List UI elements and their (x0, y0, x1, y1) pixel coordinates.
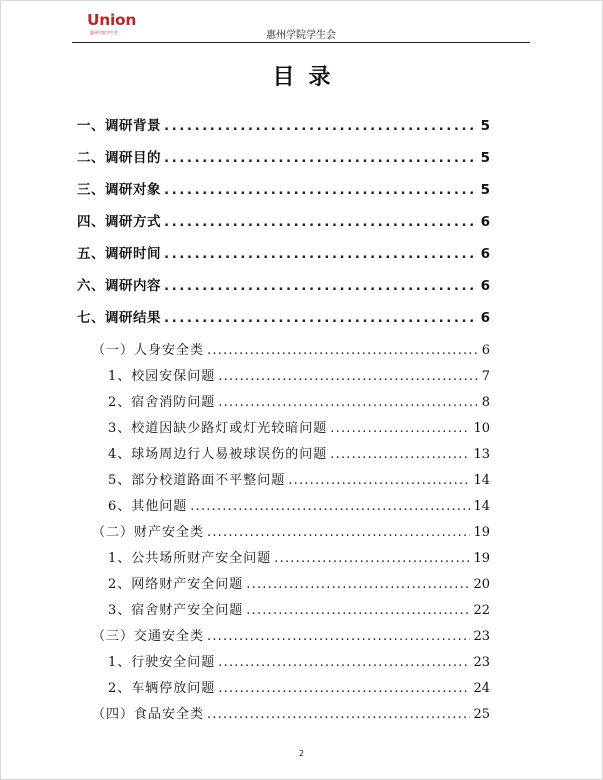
toc-entry[interactable] (77, 306, 490, 326)
toc-entry[interactable] (108, 495, 490, 514)
toc-entry[interactable] (108, 365, 490, 384)
toc-entry-page: 14 (473, 499, 490, 514)
toc-entry-label: 3、校道因缺少路灯或灯光较暗问题 (108, 421, 328, 436)
toc-entry-label: 二、调研目的 (77, 150, 161, 166)
dot-leader (164, 310, 478, 326)
toc-entry-label: （一）人身安全类 (92, 343, 205, 358)
page-header (72, 10, 530, 43)
dot-leader (164, 246, 478, 262)
dot-leader (164, 278, 478, 294)
toc-entry-page: 5 (480, 118, 490, 134)
toc-entry[interactable] (77, 210, 490, 230)
toc-entry-page: 13 (473, 447, 490, 462)
dot-leader (207, 707, 470, 722)
toc-entry-page: 19 (473, 525, 490, 540)
toc-entry-label: 5、部分校道路面不平整问题 (108, 473, 286, 488)
toc-entry-label: （二）财产安全类 (92, 525, 205, 540)
dot-leader (207, 629, 470, 644)
toc-entry-label: （四）食品安全类 (92, 707, 205, 722)
dot-leader (218, 369, 478, 384)
toc-entry[interactable] (108, 651, 490, 670)
toc-entry-page: 23 (473, 629, 490, 644)
toc-entry[interactable] (108, 391, 490, 410)
toc-entry[interactable] (77, 146, 490, 166)
toc-entry[interactable] (108, 599, 490, 618)
logo-text: Union (87, 11, 137, 29)
toc-entry-page: 25 (473, 707, 490, 722)
dot-leader (207, 525, 470, 540)
dot-leader (330, 421, 470, 436)
toc-entry-page: 23 (473, 655, 490, 670)
toc-entry-label: 七、调研结果 (77, 310, 161, 326)
toc-entry[interactable] (108, 547, 490, 566)
toc-entry-page: 5 (480, 182, 490, 198)
toc-entry-label: 四、调研方式 (77, 214, 161, 230)
toc-entry-label: 4、球场周边行人易被球误伤的问题 (108, 447, 328, 462)
dot-leader (190, 499, 470, 514)
toc-entry[interactable] (77, 178, 490, 198)
header-title: 惠州学院学生会 (266, 30, 336, 41)
dot-leader (164, 118, 478, 134)
toc-entry-page: 6 (480, 214, 490, 230)
toc-entry-page: 10 (473, 421, 490, 436)
dot-leader (218, 681, 470, 696)
dot-leader (246, 603, 470, 618)
toc-entry[interactable] (77, 114, 490, 134)
toc-entry[interactable] (92, 521, 490, 540)
toc-entry-page: 14 (473, 473, 490, 488)
toc-entry[interactable] (92, 625, 490, 644)
toc-entry-label: 五、调研时间 (77, 246, 161, 262)
dot-leader (246, 577, 470, 592)
toc-entry[interactable] (77, 242, 490, 262)
toc-entry[interactable] (92, 703, 490, 722)
toc-entry-label: （三）交通安全类 (92, 629, 205, 644)
toc-title: 目录 (272, 65, 345, 90)
dot-leader (164, 150, 478, 166)
toc-entry-page: 19 (473, 551, 490, 566)
toc-entry-page: 6 (480, 246, 490, 262)
page-number: 2 (298, 749, 305, 758)
dot-leader (218, 655, 470, 670)
logo-subtext: 惠州学院学生会 (90, 30, 118, 35)
toc-entry-label: 1、校园安保问题 (108, 369, 216, 384)
toc-entry-label: 六、调研内容 (77, 278, 161, 294)
toc-entry[interactable] (108, 443, 490, 462)
toc-entry-label: 2、网络财产安全问题 (108, 577, 244, 592)
toc-entry[interactable] (92, 339, 490, 358)
toc-entry[interactable] (108, 677, 490, 696)
toc-entry[interactable] (108, 417, 490, 436)
dot-leader (207, 343, 479, 358)
toc-entry-page: 8 (481, 395, 490, 410)
toc-entry-page: 20 (473, 577, 490, 592)
toc-entry-page: 5 (480, 150, 490, 166)
toc-entry-page: 7 (481, 369, 490, 384)
toc-entry-label: 6、其他问题 (108, 499, 188, 514)
toc-entry-label: 2、车辆停放问题 (108, 681, 216, 696)
toc-entry-page: 6 (480, 278, 490, 294)
toc-entry-label: 1、公共场所财产安全问题 (108, 551, 272, 566)
dot-leader (218, 395, 478, 410)
toc-entry[interactable] (77, 274, 490, 294)
toc-entry-label: 3、宿舍财产安全问题 (108, 603, 244, 618)
toc-entry-label: 三、调研对象 (77, 182, 161, 198)
toc-entry-label: 一、调研背景 (77, 118, 161, 134)
toc-entry-page: 6 (480, 310, 490, 326)
dot-leader (288, 473, 470, 488)
toc-entry-label: 1、行驶安全问题 (108, 655, 216, 670)
toc-entry[interactable] (108, 573, 490, 592)
toc-entry-page: 6 (481, 343, 490, 358)
dot-leader (274, 551, 470, 566)
dot-leader (164, 214, 478, 230)
toc-entry-label: 2、宿舍消防问题 (108, 395, 216, 410)
dot-leader (164, 182, 478, 198)
dot-leader (330, 447, 470, 462)
toc-entry-page: 24 (473, 681, 490, 696)
toc-entry[interactable] (108, 469, 490, 488)
toc-entry-page: 22 (473, 603, 490, 618)
